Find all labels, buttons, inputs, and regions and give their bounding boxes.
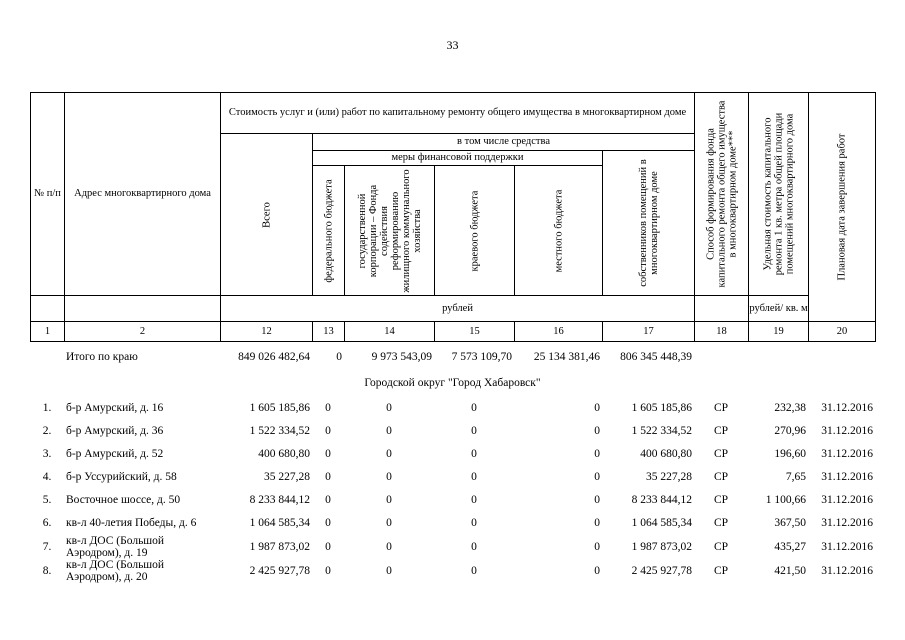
row-specific-cost: 7,65 bbox=[785, 471, 806, 484]
row-address: б-р Амурский, д. 52 bbox=[66, 448, 164, 461]
col-number: 16 bbox=[515, 322, 603, 342]
header-incl-funds: в том числе средства bbox=[313, 134, 695, 151]
row-address: б-р Уссурийский, д. 58 bbox=[66, 471, 177, 484]
row-address: кв-л 40-летия Победы, д. 6 bbox=[66, 517, 197, 530]
row-planned-date: 31.12.2016 bbox=[821, 517, 873, 530]
row-owners: 8 233 844,12 bbox=[631, 494, 692, 507]
row-federal: 0 bbox=[325, 494, 331, 507]
header-num: № п/п bbox=[31, 93, 65, 296]
row-method: СР bbox=[713, 494, 729, 507]
col-number: 19 bbox=[749, 322, 809, 342]
row-local: 0 bbox=[594, 541, 600, 554]
row-local: 0 bbox=[594, 494, 600, 507]
row-planned-date: 31.12.2016 bbox=[821, 494, 873, 507]
row-fund: 0 bbox=[386, 541, 392, 554]
row-regional: 0 bbox=[471, 425, 477, 438]
table-row bbox=[30, 489, 875, 512]
header-regional bbox=[435, 166, 515, 296]
header-specific-cost-text: Удельная стоимость капитального ремонта 1 кв. метра общей площади помещений многоквартирного дома bbox=[762, 112, 796, 276]
row-regional: 0 bbox=[471, 494, 477, 507]
row-method: СР bbox=[713, 565, 729, 578]
row-owners: 2 425 927,78 bbox=[631, 565, 692, 578]
row-planned-date: 31.12.2016 bbox=[821, 471, 873, 484]
header-total-text: Всего bbox=[260, 201, 272, 228]
row-fund: 0 bbox=[386, 448, 392, 461]
totals-blank bbox=[748, 346, 808, 369]
table-row bbox=[30, 466, 875, 489]
col-number: 17 bbox=[603, 322, 695, 342]
header-local bbox=[515, 166, 603, 296]
table-header bbox=[30, 92, 876, 342]
row-method: СР bbox=[713, 402, 729, 415]
row-specific-cost: 421,50 bbox=[774, 565, 806, 578]
row-fund: 0 bbox=[386, 402, 392, 415]
row-method: СР bbox=[713, 425, 729, 438]
row-owners: 1 605 185,86 bbox=[631, 402, 692, 415]
totals-owners: 806 345 448,39 bbox=[620, 351, 692, 364]
col-number: 13 bbox=[313, 322, 345, 342]
row-specific-cost: 196,60 bbox=[774, 448, 806, 461]
row-specific-cost: 232,38 bbox=[774, 402, 806, 415]
row-fund: 0 bbox=[386, 494, 392, 507]
header-method-blank bbox=[695, 296, 749, 322]
row-method: СР bbox=[713, 517, 729, 530]
header-federal-text: федерального бюджета bbox=[322, 178, 334, 283]
row-method: СР bbox=[713, 541, 729, 554]
header-cost-group: Стоимость услуг и (или) работ по капитальному ремонту общего имущества в многоквартирном доме bbox=[221, 93, 695, 134]
row-specific-cost: 1 100,66 bbox=[765, 494, 806, 507]
row-total: 400 680,80 bbox=[258, 448, 310, 461]
header-num-blank bbox=[31, 296, 65, 322]
row-address: кв-л ДОС (Большой Аэродром), д. 20 bbox=[66, 559, 165, 584]
row-federal: 0 bbox=[325, 517, 331, 530]
row-regional: 0 bbox=[471, 517, 477, 530]
row-regional: 0 bbox=[471, 402, 477, 415]
table-row bbox=[30, 443, 875, 466]
totals-regional: 7 573 109,70 bbox=[451, 351, 512, 364]
table-row bbox=[30, 397, 875, 420]
row-owners: 400 680,80 bbox=[640, 448, 692, 461]
district-row bbox=[30, 369, 875, 397]
row-fund: 0 bbox=[386, 517, 392, 530]
row-total: 1 987 873,02 bbox=[249, 541, 310, 554]
table-row bbox=[30, 535, 875, 559]
row-number: 5. bbox=[42, 494, 52, 507]
row-local: 0 bbox=[594, 565, 600, 578]
header-unit-rub-sqm: рублей/ кв. м bbox=[749, 296, 809, 322]
row-number: 2. bbox=[42, 425, 52, 438]
row-regional: 0 bbox=[471, 541, 477, 554]
header-planned-date bbox=[809, 93, 876, 322]
row-local: 0 bbox=[594, 517, 600, 530]
totals-num-cell bbox=[30, 346, 64, 369]
row-federal: 0 bbox=[325, 448, 331, 461]
totals-fund: 9 973 543,09 bbox=[371, 351, 432, 364]
header-federal bbox=[313, 166, 345, 296]
row-federal: 0 bbox=[325, 541, 331, 554]
header-fund bbox=[345, 166, 435, 296]
row-address: б-р Амурский, д. 36 bbox=[66, 425, 164, 438]
row-total: 35 227,28 bbox=[264, 471, 310, 484]
row-planned-date: 31.12.2016 bbox=[821, 425, 873, 438]
row-number: 6. bbox=[42, 517, 52, 530]
row-method: СР bbox=[713, 471, 729, 484]
row-specific-cost: 367,50 bbox=[774, 517, 806, 530]
row-planned-date: 31.12.2016 bbox=[821, 541, 873, 554]
totals-label: Итого по краю bbox=[66, 351, 138, 364]
header-local-text: местного бюджета bbox=[552, 189, 564, 272]
table-row bbox=[30, 559, 875, 583]
col-number: 15 bbox=[435, 322, 515, 342]
row-number: 3. bbox=[42, 448, 52, 461]
row-total: 1 605 185,86 bbox=[249, 402, 310, 415]
col-number: 18 bbox=[695, 322, 749, 342]
row-method: СР bbox=[713, 448, 729, 461]
row-planned-date: 31.12.2016 bbox=[821, 448, 873, 461]
col-number: 1 bbox=[31, 322, 65, 342]
col-number: 2 bbox=[65, 322, 221, 342]
totals-blank bbox=[694, 346, 748, 369]
col-number: 12 bbox=[221, 322, 313, 342]
row-specific-cost: 435,27 bbox=[774, 541, 806, 554]
totals-local: 25 134 381,46 bbox=[533, 351, 600, 364]
row-number: 1. bbox=[42, 402, 52, 415]
row-fund: 0 bbox=[386, 471, 392, 484]
row-total: 1 522 334,52 bbox=[249, 425, 310, 438]
table-body bbox=[30, 346, 875, 583]
page-number: 33 bbox=[446, 38, 459, 52]
row-federal: 0 bbox=[325, 425, 331, 438]
row-owners: 1 987 873,02 bbox=[631, 541, 692, 554]
row-number: 7. bbox=[42, 541, 52, 554]
header-regional-text: краевого бюджета bbox=[468, 190, 480, 271]
totals-federal: 0 bbox=[336, 351, 342, 364]
row-specific-cost: 270,96 bbox=[774, 425, 806, 438]
row-address: б-р Амурский, д. 16 bbox=[66, 402, 164, 415]
row-local: 0 bbox=[594, 471, 600, 484]
row-fund: 0 bbox=[386, 565, 392, 578]
row-total: 1 064 585,34 bbox=[249, 517, 310, 530]
totals-row bbox=[30, 346, 875, 369]
row-regional: 0 bbox=[471, 448, 477, 461]
row-regional: 0 bbox=[471, 471, 477, 484]
row-number: 4. bbox=[42, 471, 52, 484]
header-fund-text: государственной корпорации – Фонда содействия реформированию жилищного коммунального хозяйства bbox=[356, 168, 423, 293]
row-local: 0 bbox=[594, 448, 600, 461]
row-number: 8. bbox=[42, 565, 52, 578]
column-numbers-row bbox=[31, 322, 876, 342]
header-specific-cost bbox=[749, 93, 809, 296]
row-local: 0 bbox=[594, 425, 600, 438]
row-owners: 1 064 585,34 bbox=[631, 517, 692, 530]
header-owners-text: собственников помещений в многоквартирном доме bbox=[637, 159, 660, 287]
col-number: 20 bbox=[809, 322, 876, 342]
district-heading: Городской округ "Город Хабаровск" bbox=[364, 376, 541, 389]
header-method-text: Способ формирования фонда капитального ремонта общего имущества в многоквартирном доме*** bbox=[705, 100, 739, 288]
row-total: 2 425 927,78 bbox=[249, 565, 310, 578]
header-unit-rub: рублей bbox=[221, 296, 695, 322]
table-row bbox=[30, 512, 875, 535]
row-local: 0 bbox=[594, 402, 600, 415]
row-planned-date: 31.12.2016 bbox=[821, 565, 873, 578]
row-address: кв-л ДОС (Большой Аэродром), д. 19 bbox=[66, 535, 165, 560]
row-address: Восточное шоссе, д. 50 bbox=[66, 494, 181, 507]
row-federal: 0 bbox=[325, 471, 331, 484]
totals-total: 849 026 482,64 bbox=[238, 351, 310, 364]
row-federal: 0 bbox=[325, 565, 331, 578]
header-owners bbox=[603, 151, 695, 296]
totals-blank bbox=[808, 346, 875, 369]
row-regional: 0 bbox=[471, 565, 477, 578]
row-federal: 0 bbox=[325, 402, 331, 415]
header-address: Адрес многоквартирного дома bbox=[65, 93, 221, 296]
header-total bbox=[221, 134, 313, 296]
header-address-blank bbox=[65, 296, 221, 322]
col-number: 14 bbox=[345, 322, 435, 342]
header-planned-date-text: Плановая дата завершения работ bbox=[836, 133, 848, 281]
header-support-measures: меры финансовой поддержки bbox=[313, 151, 603, 166]
row-planned-date: 31.12.2016 bbox=[821, 402, 873, 415]
row-owners: 1 522 334,52 bbox=[631, 425, 692, 438]
row-total: 8 233 844,12 bbox=[249, 494, 310, 507]
row-fund: 0 bbox=[386, 425, 392, 438]
header-method bbox=[695, 93, 749, 296]
row-owners: 35 227,28 bbox=[646, 471, 692, 484]
table-row bbox=[30, 420, 875, 443]
